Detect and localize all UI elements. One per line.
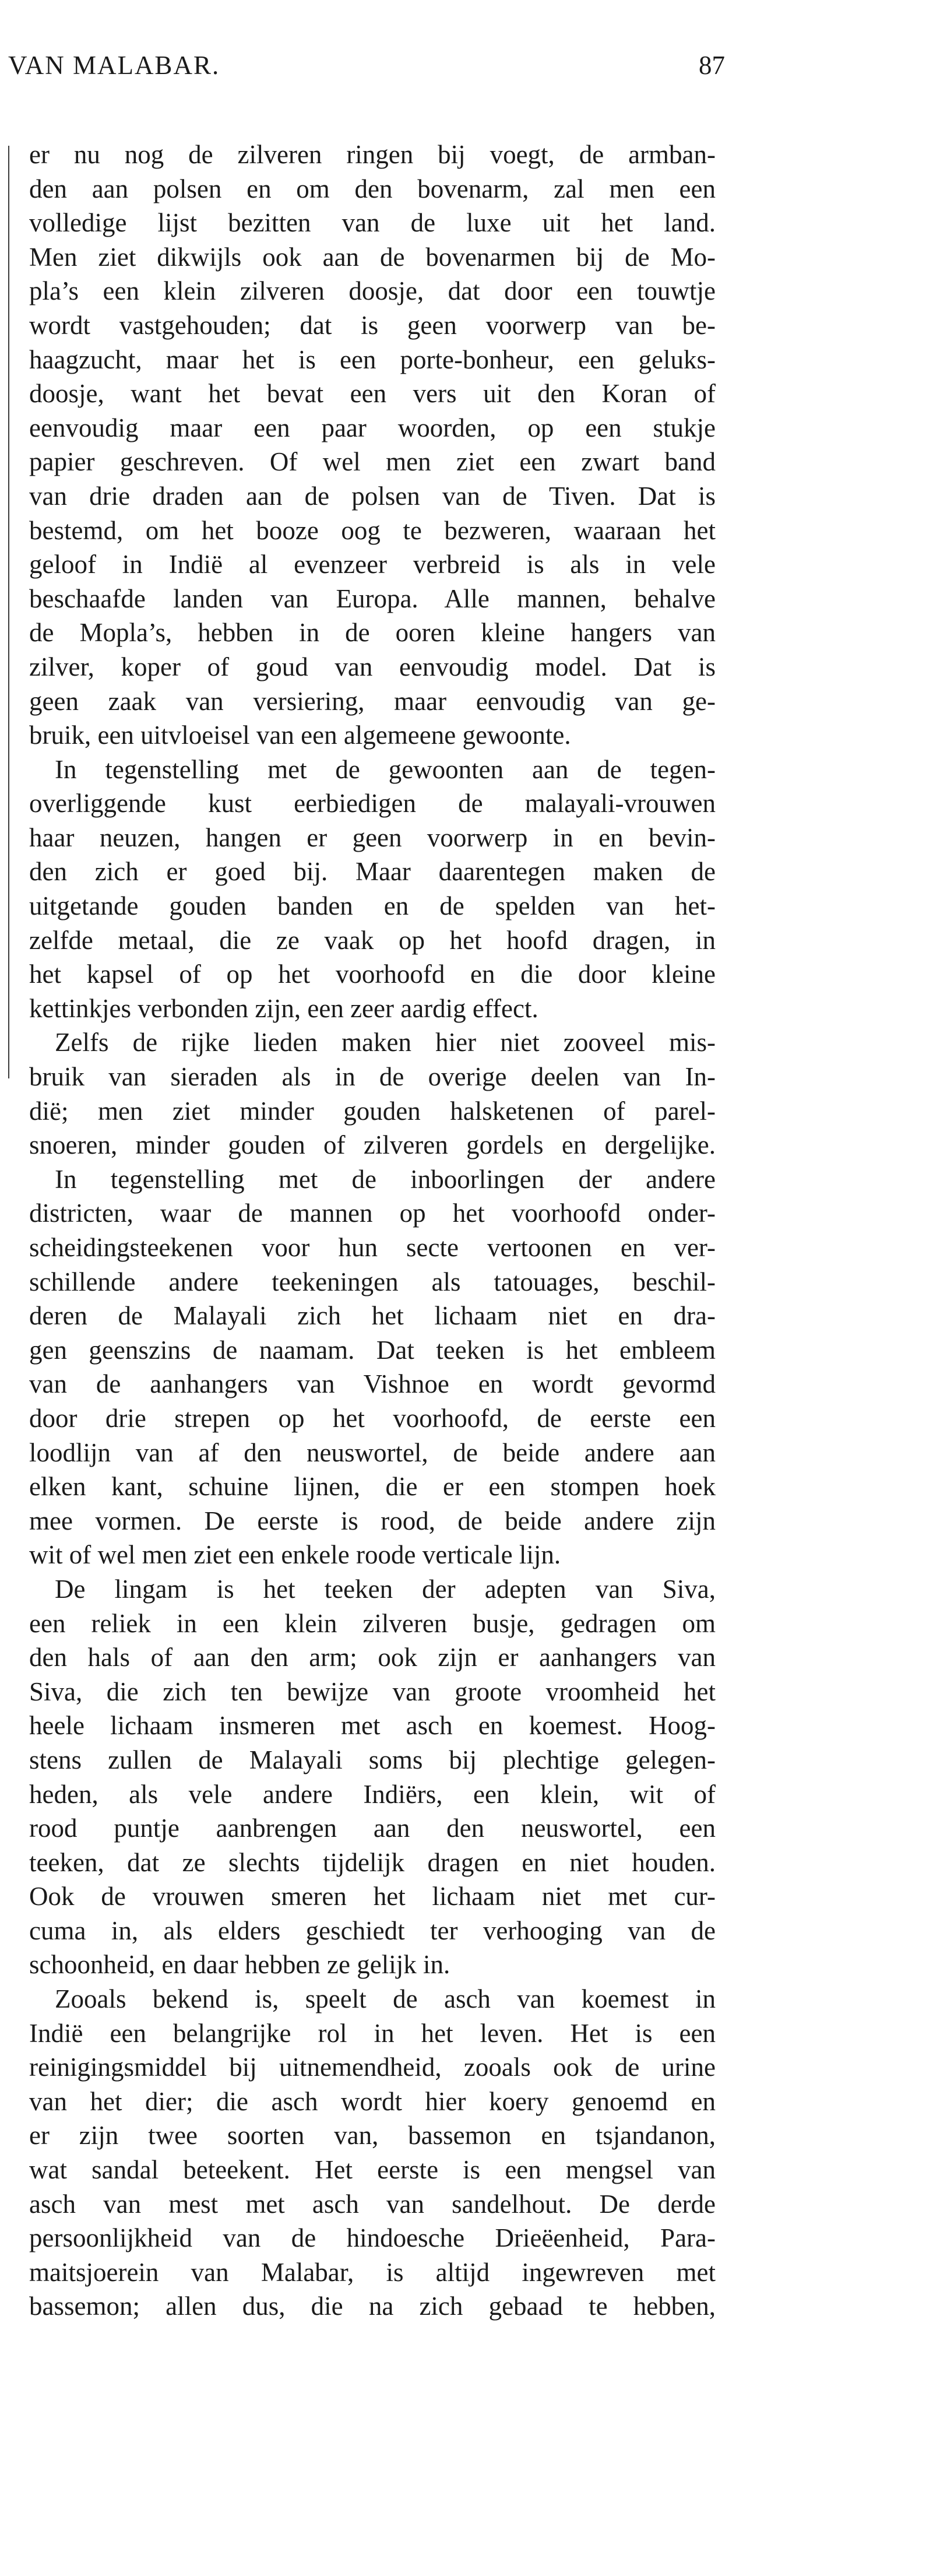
text-line: bassemon; allen dus, die na zich gebaad te hebben, bbox=[29, 2292, 716, 2321]
text-line: Indië een belangrijke rol in het leven. Het is een bbox=[29, 2018, 716, 2048]
text-line: teeken, dat ze slechts tijdelijk dragen en niet houden. bbox=[29, 1847, 716, 1877]
text-line: bruik, een uitvloeisel van een algemeene gewoonte. bbox=[29, 721, 571, 750]
text-line: districten, waar de mannen op het voorhoofd onder- bbox=[29, 1199, 716, 1228]
page-header bbox=[8, 50, 725, 91]
paragraph-start-line: Zelfs de rijke lieden maken hier niet zooveel mis- bbox=[55, 1028, 716, 1057]
text-line: Siva, die zich ten bewijze van groote vroomheid het bbox=[29, 1677, 716, 1706]
text-line: eenvoudig maar een paar woorden, op een stukje bbox=[29, 413, 716, 442]
text-line: den zich er goed bij. Maar daarentegen maken de bbox=[29, 857, 716, 887]
text-line: loodlijn van af den neuswortel, de beide andere aan bbox=[29, 1438, 716, 1467]
text-line: pla’s een klein zilveren doosje, dat door een touwtje bbox=[29, 276, 716, 306]
text-line: bestemd, om het booze oog te bezweren, waaraan het bbox=[29, 515, 716, 545]
text-line: dië; men ziet minder gouden halsketenen of parel- bbox=[29, 1096, 716, 1126]
text-line: er nu nog de zilveren ringen bij voegt, de armban- bbox=[29, 140, 716, 169]
text-line: overliggende kust eerbiedigen de malayali-vrouwen bbox=[29, 789, 716, 818]
page-number: 87 bbox=[699, 51, 725, 80]
text-line: heden, als vele andere Indiërs, een klein, wit of bbox=[29, 1779, 716, 1809]
text-line: beschaafde landen van Europa. Alle mannen, behalve bbox=[29, 584, 716, 613]
text-line: reinigingsmiddel bij uitnemendheid, zooals ook de urine bbox=[29, 2053, 716, 2082]
text-line: er zijn twee soorten van, bassemon en tsjandanon, bbox=[29, 2121, 716, 2150]
text-line: geen zaak van versiering, maar eenvoudig van ge- bbox=[29, 686, 716, 716]
text-line: wit of wel men ziet een enkele roode verticale lijn. bbox=[29, 1540, 561, 1570]
text-line: papier geschreven. Of wel men ziet een zwart band bbox=[29, 447, 716, 477]
text-line: haar neuzen, hangen er geen voorwerp in en bevin- bbox=[29, 823, 716, 852]
text-line: van de aanhangers van Vishnoe en wordt gevormd bbox=[29, 1369, 716, 1399]
text-line: het kapsel of op het voorhoofd en die door kleine bbox=[29, 960, 716, 989]
body-text bbox=[29, 138, 716, 2324]
text-line: den hals of aan den arm; ook zijn er aanhangers van bbox=[29, 1643, 716, 1672]
text-line: den aan polsen en om den bovenarm, zal men een bbox=[29, 174, 716, 203]
text-line: Men ziet dikwijls ook aan de bovenarmen bij de Mo- bbox=[29, 242, 716, 272]
text-line: schoonheid, en daar hebben ze gelijk in. bbox=[29, 1950, 450, 1980]
text-line: bruik van sieraden als in de overige deelen van In- bbox=[29, 1062, 716, 1092]
margin-rule bbox=[8, 146, 9, 1078]
text-line: doosje, want het bevat een vers uit den Koran of bbox=[29, 379, 716, 409]
text-line: zelfde metaal, die ze vaak op het hoofd dragen, in bbox=[29, 925, 716, 955]
text-line: maitsjoerein van Malabar, is altijd ingewreven met bbox=[29, 2257, 716, 2287]
text-line: Ook de vrouwen smeren het lichaam niet met cur- bbox=[29, 1882, 716, 1911]
text-line: heele lichaam insmeren met asch en koemest. Hoog- bbox=[29, 1711, 716, 1741]
text-line: kettinkjes verbonden zijn, een zeer aardig effect. bbox=[29, 993, 538, 1023]
text-line: de Mopla’s, hebben in de ooren kleine hangers van bbox=[29, 618, 716, 648]
paragraph-start-line: Zooals bekend is, speelt de asch van koemest in bbox=[55, 1984, 716, 2014]
running-title: VAN MALABAR. bbox=[8, 51, 220, 80]
text-line: zilver, koper of goud van eenvoudig model. Dat is bbox=[29, 652, 716, 681]
text-line: persoonlijkheid van de hindoesche Drieëenheid, Para- bbox=[29, 2223, 716, 2253]
text-line: wordt vastgehouden; dat is geen voorwerp van be- bbox=[29, 310, 716, 340]
text-line: scheidingsteekenen voor hun secte vertoonen en ver- bbox=[29, 1233, 716, 1262]
text-line: gen geenszins de naamam. Dat teeken is het embleem bbox=[29, 1335, 716, 1365]
text-line: haagzucht, maar het is een porte-bonheur, een geluks- bbox=[29, 345, 716, 374]
text-line: geloof in Indië al evenzeer verbreid is als in vele bbox=[29, 550, 716, 579]
text-line: cuma in, als elders geschiedt ter verhooging van de bbox=[29, 1916, 716, 1945]
text-line: een reliek in een klein zilveren busje, gedragen om bbox=[29, 1608, 716, 1638]
paragraph-start-line: In tegenstelling met de inboorlingen der andere bbox=[55, 1164, 716, 1194]
text-line: volledige lijst bezitten van de luxe uit het land. bbox=[29, 208, 716, 238]
paragraph-start-line: In tegenstelling met de gewoonten aan de tegen- bbox=[55, 754, 716, 784]
paragraph-start-line: De lingam is het teeken der adepten van Siva, bbox=[55, 1574, 716, 1604]
text-line: wat sandal beteekent. Het eerste is een mengsel van bbox=[29, 2155, 716, 2185]
text-line: door drie strepen op het voorhoofd, de eerste een bbox=[29, 1403, 716, 1433]
text-line: asch van mest met asch van sandelhout. De derde bbox=[29, 2189, 716, 2219]
text-line: van het dier; die asch wordt hier koery genoemd en bbox=[29, 2086, 716, 2116]
text-line: mee vormen. De eerste is rood, de beide andere zijn bbox=[29, 1506, 716, 1535]
text-line: uitgetande gouden banden en de spelden van het- bbox=[29, 891, 716, 921]
text-line: snoeren, minder gouden of zilveren gordels en dergelijke. bbox=[29, 1130, 716, 1160]
text-line: van drie draden aan de polsen van de Tiven. Dat is bbox=[29, 481, 716, 511]
text-line: deren de Malayali zich het lichaam niet en dra- bbox=[29, 1301, 716, 1331]
text-line: elken kant, schuine lijnen, die er een stompen hoek bbox=[29, 1472, 716, 1502]
text-line: stens zullen de Malayali soms bij plechtige gelegen- bbox=[29, 1745, 716, 1774]
text-line: rood puntje aanbrengen aan den neuswortel, een bbox=[29, 1814, 716, 1843]
text-line: schillende andere teekeningen als tatouages, beschil- bbox=[29, 1267, 716, 1296]
